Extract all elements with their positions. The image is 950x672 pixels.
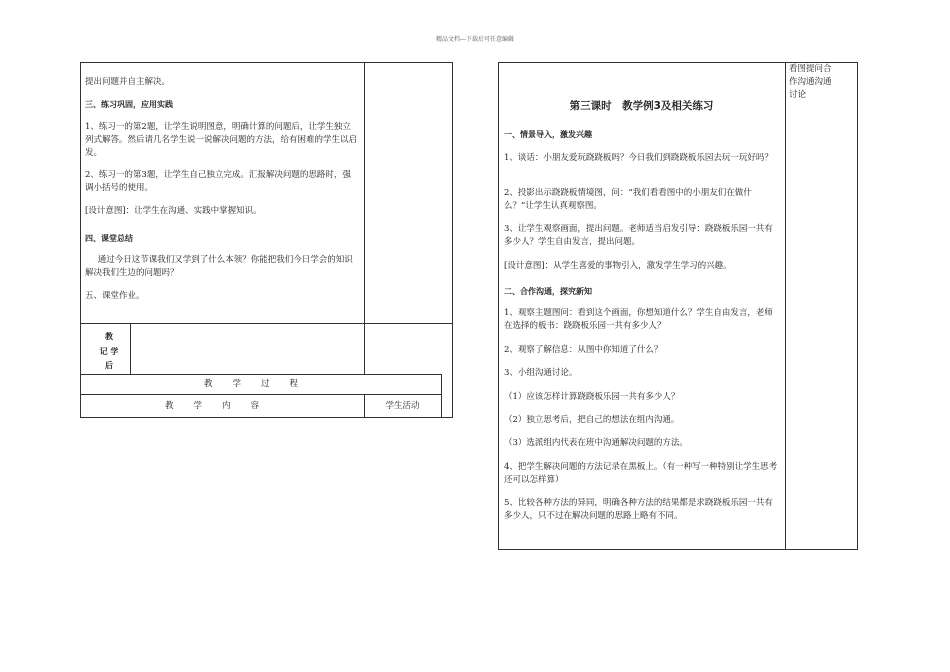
- right-paragraph-2: 2、投影出示跷跷板情境图，问：“我们看看图中的小朋友们在做什么？”让学生认真观察图。: [504, 188, 752, 211]
- section-1-heading: 一、情景导入，激发兴趣: [504, 130, 592, 139]
- right-paragraph-1: 1、谈话：小朋友爱玩跷跷板吗？今日我们到跷跷板乐园去玩一玩好吗？: [504, 153, 773, 163]
- note-label-line-2: 记 学: [99, 347, 119, 356]
- side-note: 看图提问合作沟通沟通讨论: [789, 64, 832, 100]
- process-row-divider: [80, 374, 442, 375]
- left-paragraph-6: 五、课堂作业。: [85, 291, 145, 301]
- left-column-divider: [364, 62, 365, 374]
- note-label-line-1: 教: [105, 332, 113, 341]
- right-paragraph-3: 3、让学生观察画面，提出问题。老师适当启发引导：跷跷板乐园一共有多少人？学生自由发言，提出问题。: [504, 224, 773, 247]
- right-paragraph-7: 3、小组沟通讨论。: [504, 368, 578, 378]
- left-paragraph-5: 通过今日这节课我们又学到了什么本领？你能把我们今日学会的知识解决我们生边的问题吗？: [85, 255, 353, 278]
- page-header: 精品文档---下载后可任意编辑: [435, 36, 515, 43]
- note-row-divider: [80, 323, 453, 324]
- lesson-title: 第三课时 教学例3及相关练习: [569, 100, 714, 112]
- left-paragraph-3: 2、练习一的第3题，让学生自己独立完成。汇报解决问题的思路时，强调小括号的使用。: [85, 170, 351, 193]
- right-paragraph-11: 4、把学生解决问题的方法记录在黑板上。（有一种写一种特别让学生思考还可以怎样算）: [504, 462, 778, 485]
- section-3-heading: 三、练习巩固，应用实践: [85, 100, 173, 109]
- right-paragraph-12: 5、比较各种方法的异同，明确各种方法的结果都是求跷跷板乐园一共有多少人，只不过在解决问题的思路上略有不同。: [504, 498, 773, 521]
- header-row-divider: [80, 394, 442, 395]
- section-4-heading: 四、课堂总结: [85, 234, 133, 243]
- right-column-divider: [785, 62, 786, 550]
- section-2-heading: 二、合作沟通，探究新知: [504, 287, 592, 296]
- process-label: 教学过程: [203, 379, 318, 389]
- right-paragraph-8: （1）应该怎样计算跷跷板乐园一共有多少人？: [504, 392, 680, 402]
- right-paragraph-9: （2）独立思考后，把自己的想法在组内沟通。: [504, 415, 680, 425]
- left-paragraph-1: 提出问题并自主解决。: [85, 77, 171, 87]
- design-intent-left: [设计意图]：让学生在沟通、实践中掌握知识。: [85, 206, 262, 216]
- left-paragraph-2: 1、练习一的第2题，让学生说明图意，明确计算的问题后，让学生独立列式解答。然后请几名学生说一说解决问题的方法，给有困难的学生以启发。: [85, 122, 358, 158]
- activity-column-header: 学生活动: [385, 401, 420, 411]
- note-label-line-3: 后: [105, 361, 113, 370]
- right-paragraph-5: 1、观察主题图问：看到这个画面，你想知道什么？学生自由发言，老师在选择的板书：跷跷板乐园一共有多少人？: [504, 308, 773, 331]
- right-paragraph-6: 2、观察了解信息：从图中你知道了什么？: [504, 345, 663, 355]
- content-column-header: 教学内容: [164, 401, 279, 411]
- note-label-divider: [130, 323, 131, 374]
- right-paragraph-10: （3）选派组内代表在班中沟通解决问题的方法。: [504, 438, 688, 448]
- design-intent-right: [设计意图]：从学生喜爱的事物引入，激发学生学习的兴趣。: [504, 261, 732, 271]
